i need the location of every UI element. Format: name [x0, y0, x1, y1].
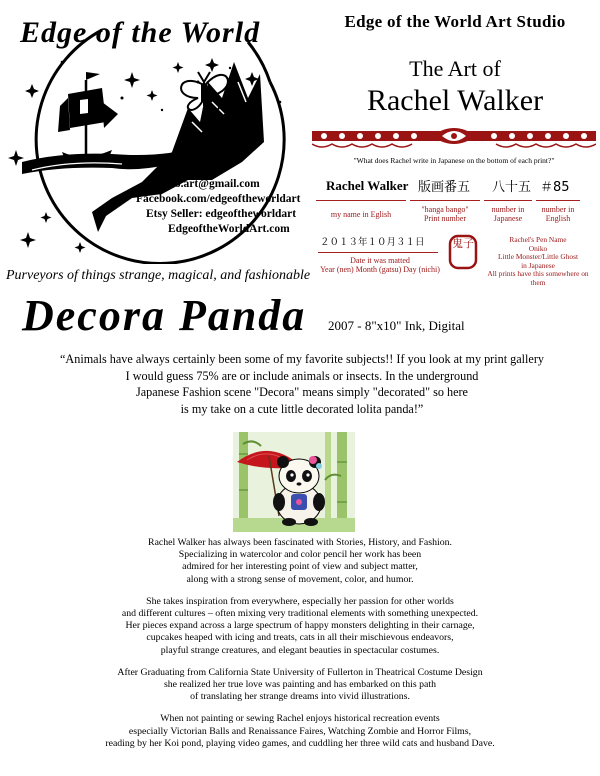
cliff-illustration: [92, 62, 264, 232]
artist-bio: [40, 537, 560, 760]
print-number-jp: 版画番五: [418, 180, 471, 195]
japanese-key-question: "What does Rachel write in Japanese on the bottom of each print?": [353, 156, 555, 165]
number-jp-desc-2: Japanese: [493, 214, 523, 223]
bio-line: she realized her true love was painting and has embarked on this path: [163, 679, 437, 691]
bio-line: When not painting or sewing Rachel enjoys historical recreation events: [160, 713, 440, 725]
bio-line: along with a strong sense of movement, color, and humor.: [186, 573, 414, 585]
bio-paragraph: [40, 596, 560, 657]
number-jp-desc-1: number in: [491, 205, 525, 214]
pen-name-5: All prints have this somewhere on them: [487, 269, 589, 287]
quote-line: is my take on a cute little decorated lolita panda!”: [180, 401, 424, 416]
date-jp: ２０１３年１０月３１日: [320, 237, 425, 248]
quote-line: I would guess 75% are or include animals or insects. In the underground: [125, 368, 479, 383]
bio-paragraph: [40, 667, 560, 704]
pen-name-3: Little Monster/Little Ghost: [497, 252, 579, 262]
bio-line: of translating her strange dreams into vivid illustrations.: [190, 691, 410, 703]
contact-email[interactable]: Oniko.art@gmail.com: [150, 178, 260, 190]
studio-title: Edge of the World Art Studio: [344, 12, 566, 31]
bio-line: Rachel Walker has always been fascinated with Stories, History, and Fashion.: [148, 537, 452, 548]
bio-line: Her pieces expand across a large spectrum of happy monsters delighting in their carnage,: [125, 620, 475, 632]
quote-line: “Animals have always certainly been some of my favorite subjects!! If you look at my print gallery: [60, 352, 544, 366]
logo-wordmark: Edge of the World: [20, 16, 261, 49]
pen-name-4: in Japanese: [521, 260, 555, 270]
pen-name-1: Rachel's Pen Name: [509, 235, 567, 244]
bio-paragraph: [40, 537, 560, 586]
print-number-desc-2: Print number: [424, 214, 466, 223]
number-jp: 八十五: [492, 180, 532, 195]
name-signature: Rachel Walker: [326, 178, 409, 193]
number-en: ＃85: [540, 180, 570, 195]
artwork-details: 2007 - 8"x10" Ink, Digital: [328, 318, 465, 333]
ornamental-divider: [312, 122, 596, 152]
print-number-desc-1: "hanga bango": [421, 205, 469, 214]
artist-quote: [18, 351, 586, 417]
art-of-label: The Art of: [409, 56, 501, 81]
bio-line: reading by her Koi pond, playing video games, and cuddling her three wild cats and husband Dave.: [105, 737, 495, 749]
contact-facebook[interactable]: Facebook.com/edgeoftheworldart: [136, 193, 301, 205]
date-desc-1: Date it was matted: [350, 256, 410, 265]
bio-line: admired for her interesting point of view and subject matter,: [182, 561, 418, 573]
bio-line: playful strange creatures, and elegant beauties in spectacular costumes.: [160, 644, 440, 656]
tagline: Purveyors of things strange, magical, and fashionable: [6, 268, 311, 283]
number-en-desc-2: English: [545, 214, 571, 223]
quote-line: Japanese Fashion scene "Decora" means simply "decorated" so here: [136, 385, 468, 400]
seal-text: 鬼子: [452, 237, 474, 250]
bio-line: After Graduating from California State University of Fullerton in Theatrical Costume Design: [117, 666, 483, 678]
bio-line: especially Victorian Balls and Renaissance Faires, Watching Zombie and Horror Films,: [128, 725, 472, 737]
bio-paragraph: [40, 713, 560, 750]
artist-name: Rachel Walker: [366, 84, 544, 117]
bio-line: She takes inspiration from everywhere, especially her passion for other worlds: [146, 595, 454, 607]
bio-line: Specializing in watercolor and color pencil her work has been: [178, 549, 422, 561]
number-en-desc-1: number in: [541, 205, 575, 214]
bio-line: and different cultures – often mixing very traditional elements with something unexpected.: [121, 608, 479, 620]
decora-panda-painting: [233, 432, 355, 532]
bio-line: cupcakes heaped with icing and treats, cats in all their mischievous endeavors,: [146, 632, 454, 644]
contact-website[interactable]: EdgeoftheWorldArt.com: [168, 223, 290, 235]
name-desc: my name in Eglish: [330, 210, 392, 219]
pen-name-2: Oniko: [528, 243, 548, 253]
artwork-title: Decora Panda: [22, 291, 307, 340]
contact-etsy[interactable]: Etsy Seller: edgeoftheworldart: [146, 208, 297, 220]
date-desc-2: Year (nen) Month (gatsu) Day (nichi): [320, 265, 440, 274]
